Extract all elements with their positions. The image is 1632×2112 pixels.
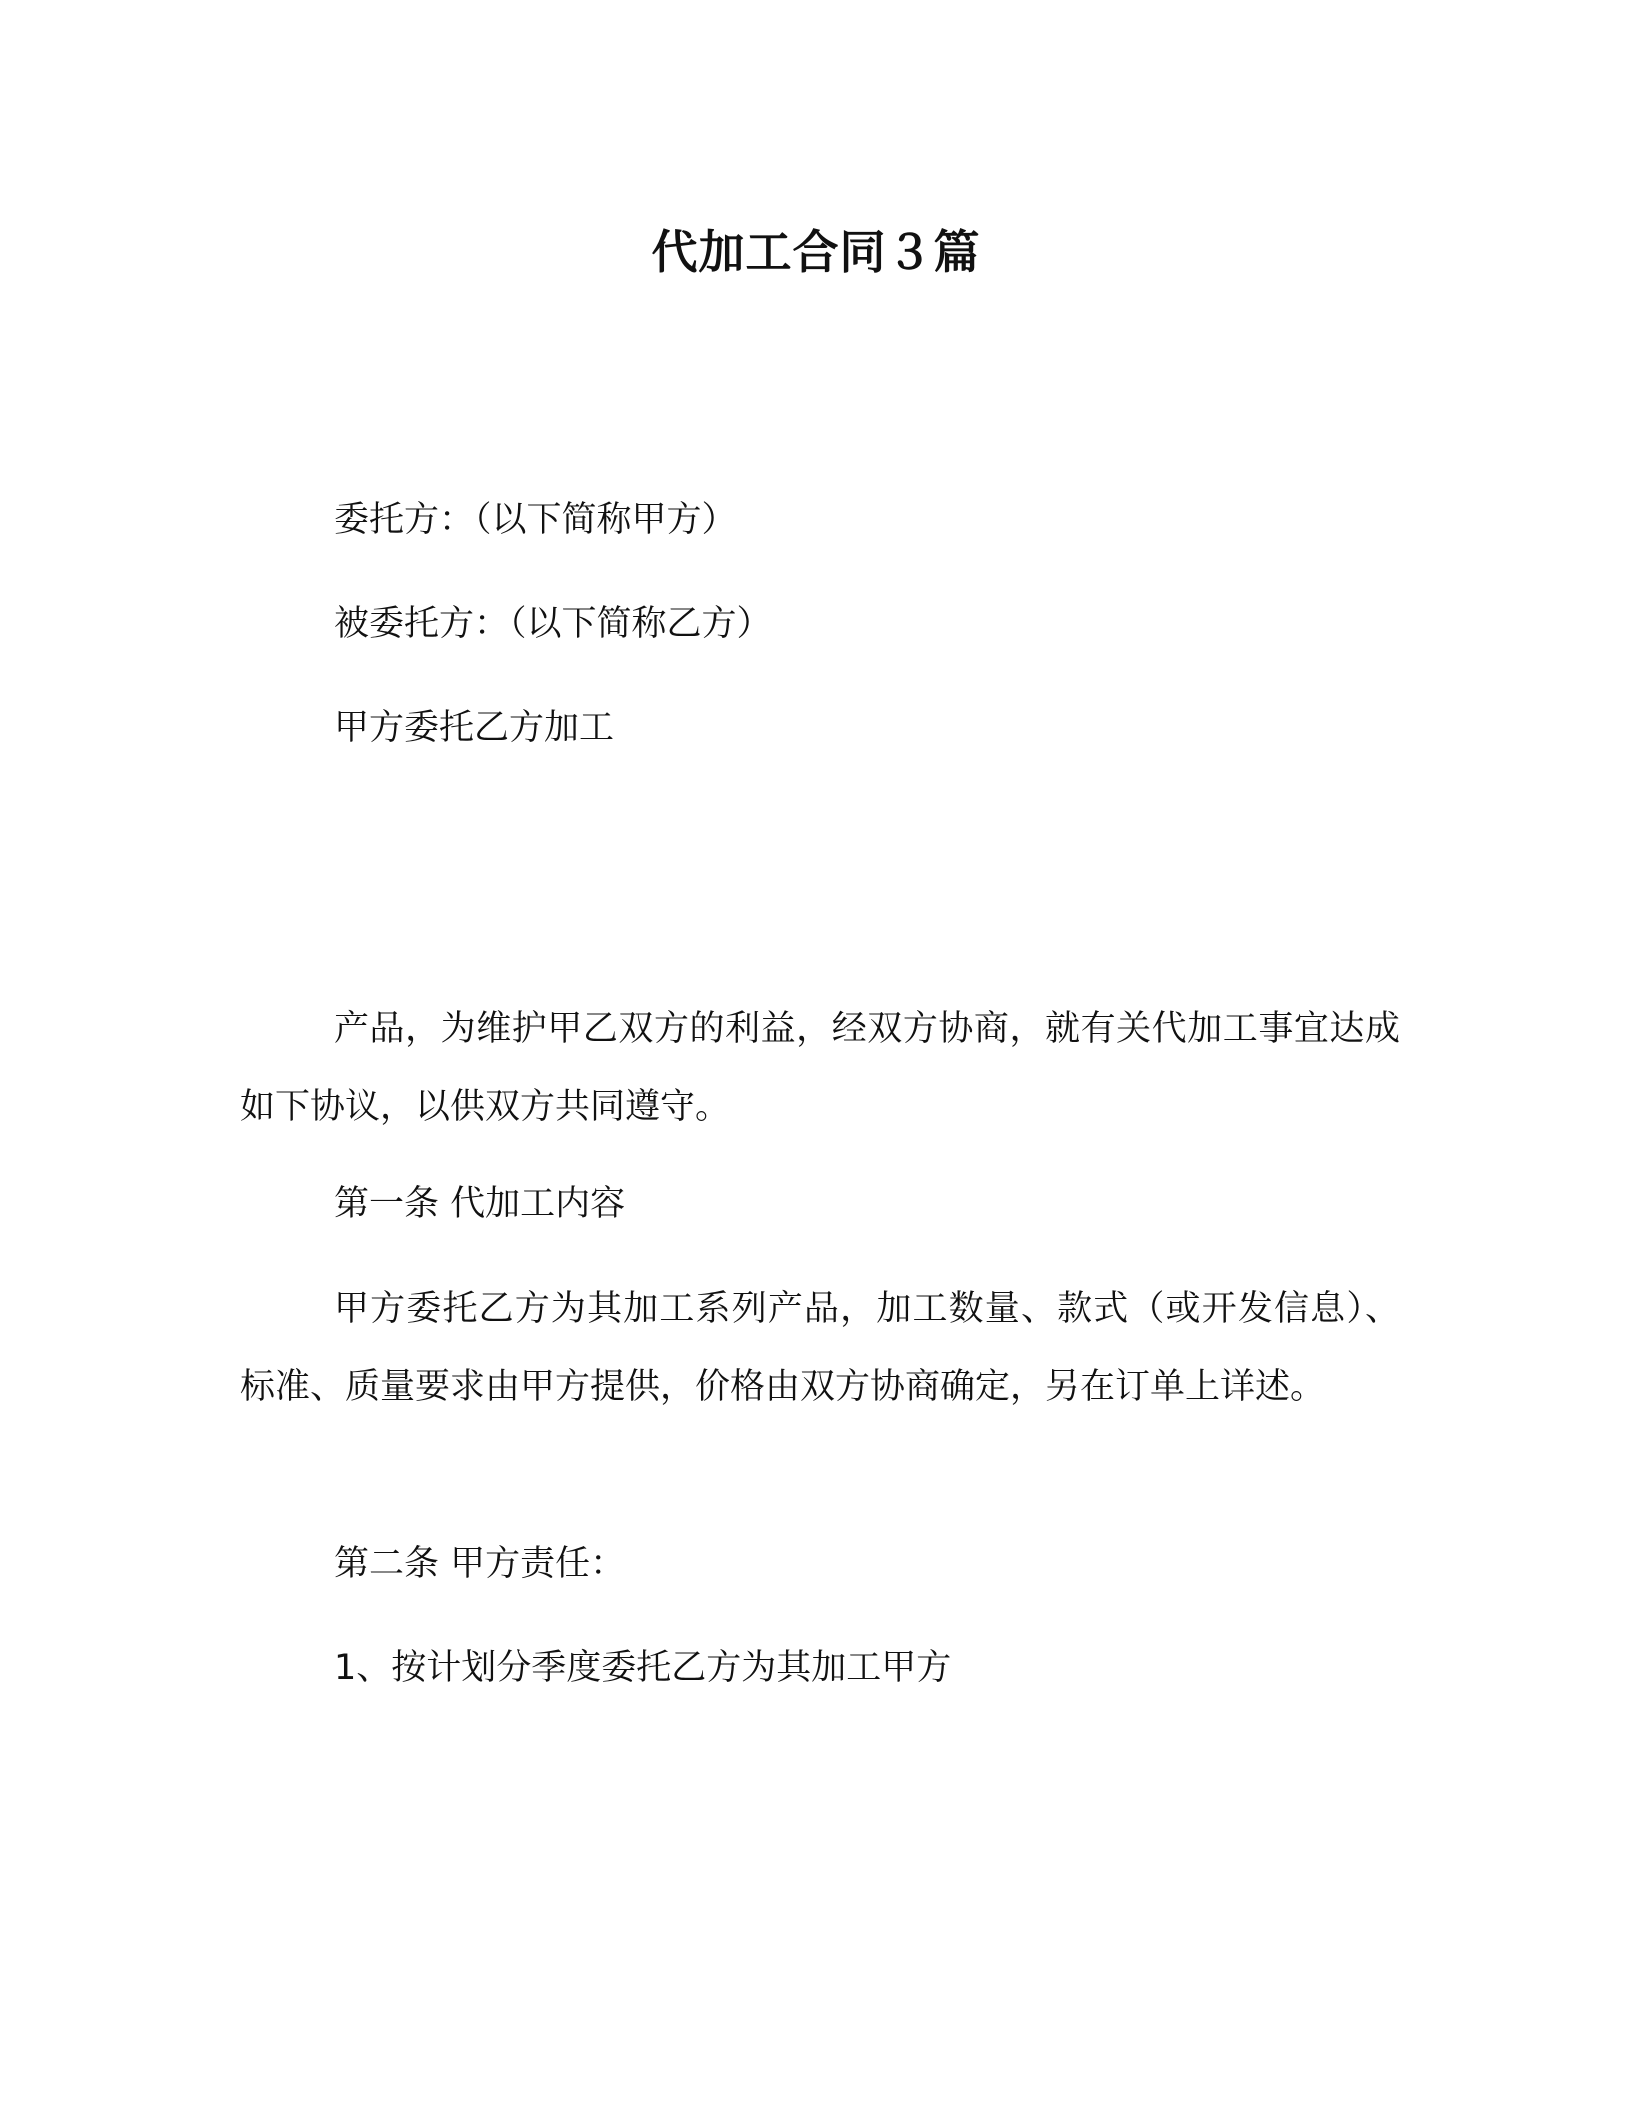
contractor-party-line: 被委托方：（以下简称乙方） [334, 604, 772, 644]
article-1-body: 甲方委托乙方为其加工系列产品，加工数量、款式（或开发信息）、标准、质量要求由甲方提供，价格由双方协商确定，另在订单上详述。 [240, 1289, 1400, 1407]
document-title: 代加工合同３篇 [651, 225, 981, 279]
article-2-heading: 第二条 甲方责任： [334, 1544, 626, 1584]
client-party-line: 委托方：（以下简称甲方） [334, 500, 737, 540]
intro-paragraph: 产品，为维护甲乙双方的利益，经双方协商，就有关代加工事宜达成如下协议，以供双方共同遵守。 [240, 1009, 1400, 1127]
article-1-heading: 第一条 代加工内容 [334, 1184, 626, 1224]
article-2-item-1: 1、按计划分季度委托乙方为其加工甲方 [334, 1648, 952, 1688]
commission-line: 甲方委托乙方加工 [334, 708, 615, 748]
